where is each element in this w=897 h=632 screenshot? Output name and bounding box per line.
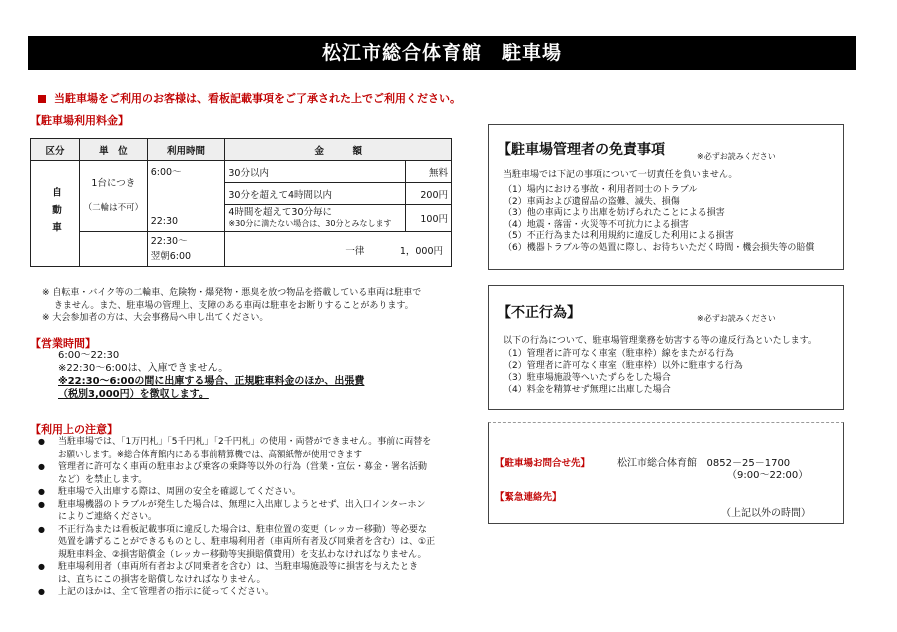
list-item: （5）不正行為または利用規約に違反した利用による損害	[503, 231, 734, 242]
header-time: 利用時間	[147, 139, 225, 161]
fraud-box	[488, 285, 844, 410]
inquiry-label: 【駐車場お問合せ先】	[495, 458, 591, 469]
category-cell: 自動車	[31, 161, 80, 267]
table-row	[31, 232, 452, 267]
inquiry-phone: 0852－25－1700	[706, 458, 791, 469]
fee-table-header	[31, 139, 452, 161]
header-amount: 金 額	[225, 139, 452, 161]
inquiry-hours: （9:00～22:00）	[727, 470, 809, 481]
disclaimer-title: 【駐車場管理者の免責事項	[497, 142, 665, 158]
unit-cell	[80, 161, 148, 232]
usage-notice	[38, 90, 461, 106]
fee-note-line: ※ 自転車・バイク等の二輪車、危険物・爆発物・悪臭を放つ物品を搭載している車両は駐車で	[42, 288, 422, 298]
row-label: 30分以内	[225, 161, 405, 183]
night-time-cell	[147, 232, 225, 267]
hours-note-emphasis: ※22:30～6:00の間に出庫する場合、正規駐車料金のほか、出張費	[58, 376, 365, 387]
emergency-note: （上記以外の時間）	[721, 508, 811, 519]
unit-text: 1台につき	[91, 178, 136, 189]
day-time-cell	[147, 161, 225, 232]
disclaimer-intro: 当駐車場では下記の事項について一切責任を負いません。	[503, 170, 738, 180]
emergency-label: 【緊急連絡先】	[495, 492, 562, 503]
day-end: 22:30	[150, 216, 179, 227]
list-item: （4）料金を精算せず無理に出庫した場合	[503, 385, 671, 395]
unit-cell-empty	[80, 232, 148, 267]
night-start: 22:30～	[150, 236, 188, 247]
row-label	[225, 205, 405, 232]
row-price: 200円	[405, 183, 451, 205]
list-item: ● 不正行為または看板記載事項に違反した場合は、駐車位置の変更（レッカー移動）等必要な 処置を講ずることができるものとし、駐車場利用者（車両所有者及び同乗者を含む）は、①正 規駐車料金、②損害賠償金（レッカー移動等実損賠償費用）を支払わなければなりません。	[38, 524, 435, 562]
table-row	[31, 161, 452, 183]
list-item: （3）他の車両により出庫を妨げられたことによる損害	[503, 208, 725, 219]
list-item: （2）車両および遺留品の盗難、滅失、損傷	[503, 196, 680, 207]
disclaimer-must-read: ※必ずお読みください	[697, 152, 776, 161]
disclaimer-box	[488, 124, 844, 270]
disclaimer-list	[503, 185, 814, 255]
row-label-text: 4時間を超えて30分毎に	[228, 207, 333, 218]
flat-rate-label: 一律	[345, 246, 365, 257]
fraud-must-read: ※必ずお読みください	[697, 314, 776, 323]
header-unit: 単 位	[80, 139, 148, 161]
usage-title: 【利用上の注意】	[30, 423, 118, 436]
fee-table	[30, 138, 452, 267]
hours-note: ※22:30～6:00は、入庫できません。	[58, 363, 229, 374]
night-end: 翌朝6:00	[150, 251, 192, 262]
list-item: （2）管理者に許可なく車室（駐車枠）以外に駐車する行為	[503, 361, 743, 371]
hours-title: 【営業時間】	[30, 337, 96, 350]
list-item: （1）場内における事故・利用者同士のトラブル	[503, 185, 698, 195]
list-item: ● 当駐車場では、「1万円札」「5千円札」「2千円札」の使用・両替ができません。事前に両替を お願いします。※総合体育館内にある事前精算機では、高額紙幣が使用できます	[38, 436, 435, 461]
row-label: 30分を超えて4時間以内	[225, 183, 405, 205]
usage-list	[38, 436, 435, 599]
red-square-icon	[38, 95, 46, 103]
row-label-note: ※30分に満たない場合は、30分とみなします	[228, 219, 392, 228]
flat-rate-cell	[225, 232, 452, 267]
row-price: 無料	[405, 161, 451, 183]
inquiry-org: 松江市総合体育館	[617, 458, 697, 469]
fee-notes	[42, 287, 421, 325]
page-title: 松江市総合体育館 駐車場	[28, 36, 856, 70]
hours-note-emphasis: （税別3,000円）を徴収します。	[58, 389, 209, 400]
flat-rate-price: 1，000円	[399, 246, 443, 257]
hours-text: 6:00～22:30	[58, 350, 120, 361]
list-item: （1）管理者に許可なく車室（駐車枠）線をまたがる行為	[503, 349, 734, 359]
list-item: ● 駐車場利用者（車両所有者および同乗者を含む）は、当駐車場施設等に損害を与えたとき は、直ちにこの損害を賠償しなければなりません。	[38, 561, 435, 586]
fraud-title: 【不正行為】	[497, 305, 581, 321]
day-start: 6:00～	[150, 167, 182, 178]
notice-text: 当駐車場をご利用のお客様は、看板記載事項をご了承された上でご利用ください。	[54, 92, 461, 105]
list-item: （4）地震・落雷・火災等不可抗力による損害	[503, 219, 689, 230]
fee-note-line: ※ 大会参加者の方は、大会事務局へ申し出てください。	[42, 313, 269, 323]
unit-note: （二輪は不可）	[83, 203, 144, 213]
list-item: ● 駐車場で入出庫する際は、周囲の安全を確認してください。	[38, 486, 435, 499]
row-price: 100円	[405, 205, 451, 232]
fee-note-line: きません。また、駐車場の管理上、支障のある車両は駐車をお断りすることがあります。	[42, 300, 414, 311]
list-item: （3）駐車場施設等へいたずらをした場合	[503, 373, 671, 383]
fraud-list	[503, 348, 743, 396]
list-item: ● 上記のほかは、全て管理者の指示に従ってください。	[38, 586, 435, 599]
fraud-intro: 以下の行為について、駐車場管理業務を妨害する等の違反行為といたします。	[503, 336, 817, 346]
list-item: ● 駐車場機器のトラブルが発生した場合は、無理に入出庫しようとせず、出入口インターホン によりご連絡ください。	[38, 499, 435, 524]
list-item: （6）機器トラブル等の処置に際し、お待ちいただく時間・機会損失等の賠償	[503, 242, 815, 253]
header-category: 区分	[31, 139, 80, 161]
hours-block	[58, 349, 364, 401]
contact-box	[488, 422, 844, 524]
fee-section-title: 【駐車場利用料金】	[30, 114, 129, 127]
list-item: ● 管理者に許可なく車両の駐車および乗客の乗降等以外の行為（営業・宣伝・募金・署名活動 など）を禁止します。	[38, 461, 435, 486]
